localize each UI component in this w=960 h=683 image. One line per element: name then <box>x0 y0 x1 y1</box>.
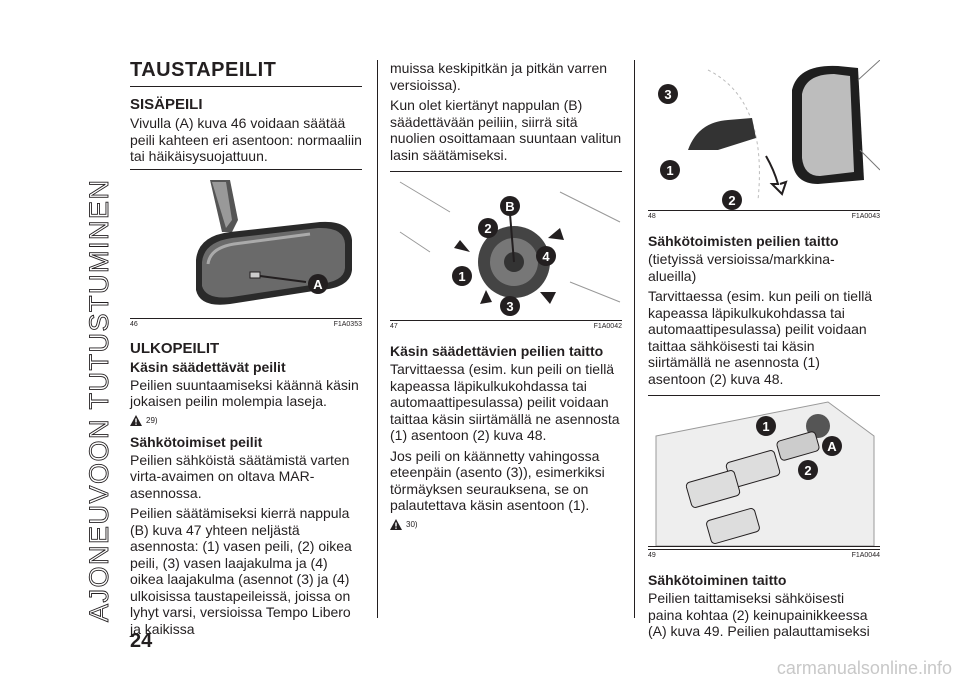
callout-3: 3 <box>664 87 672 102</box>
subsection-title: Sähkötoimisten peilien taitto <box>648 233 839 249</box>
figure-code: F1A0042 <box>593 323 622 330</box>
side-tab-label: AJONEUVOON TUTUSTUMINEN <box>84 178 114 622</box>
column-1 <box>130 60 362 641</box>
column-divider <box>634 60 635 618</box>
callout-4: 4 <box>542 249 550 264</box>
callout-2: 2 <box>484 221 492 236</box>
paragraph: Peilien säätämiseksi kierrä nappula (B) kuva 47 yhteen neljästä asennosta: (1) vasen peili, (2) oikea peili, (3) vasen laajakulma ja (4) oikea laajakulma (asennot (3) ja (4) ulkoisissa taustapeileissä, joissa on lyhyt varsi, versioissa Tempo Libero ja kaikissa <box>130 505 352 637</box>
figure-number: 47 <box>390 323 398 330</box>
figure-47 <box>390 171 622 321</box>
warning-label: 29) <box>146 416 158 425</box>
callout-1: 1 <box>666 163 674 178</box>
mirror-knob-illustration <box>390 172 622 320</box>
figure-number: 48 <box>648 213 656 220</box>
paragraph: Peilien taittamiseksi sähköisesti paina kohtaa (2) keinupainikkeessa (A) kuva 49. Peilien palauttamiseksi <box>648 590 870 639</box>
callout-a: A <box>313 276 323 292</box>
column-2 <box>390 60 622 536</box>
paragraph: muissa keskipitkän ja pitkän varren versioissa). <box>390 60 608 93</box>
figure-46 <box>130 169 362 319</box>
callout-2: 2 <box>804 463 812 478</box>
callout-2: 2 <box>728 193 736 208</box>
paragraph: Peilien sähköistä säätämistä varten virta-avaimen on oltava MAR-asennossa. <box>130 451 350 501</box>
column-divider <box>377 60 378 618</box>
paragraph: (tietyissä versioissa/markkina-alueilla) <box>648 251 835 284</box>
callout-b: B <box>505 199 515 214</box>
warning-label: 30) <box>406 520 418 529</box>
column-3 <box>648 60 880 644</box>
exterior-mirror-folding-illustration <box>648 60 880 210</box>
callout-1: 1 <box>458 269 466 284</box>
side-tab <box>78 42 118 632</box>
paragraph: Jos peili on käännetty vahingossa eteenpäin (asento (3)), esimerkiksi törmäyksen seurauksena, se on palautettava käsin asentoon (1). <box>390 447 605 513</box>
door-switch-panel-illustration <box>648 396 880 546</box>
footer-watermark[interactable]: carmanualsonline.info <box>776 658 952 678</box>
figure-number: 49 <box>648 552 656 559</box>
page-number: 24 <box>130 630 153 652</box>
figure-number: 46 <box>130 320 138 328</box>
warning-ref <box>390 518 622 532</box>
paragraph: Tarvittaessa (esim. kun peili on tiellä kapeassa läpikulkukohdassa tai automaattipesulassa) peilit voidaan taittaa sähköisesti tai käsin siirtämällä ne asennosta (1) asentoon (2) kuva 48. <box>648 288 873 387</box>
subsection-title: Käsin säädettävät peilit <box>130 358 286 375</box>
interior-mirror-illustration <box>130 170 362 318</box>
subsection-title: Sähkötoiminen taitto <box>648 572 787 588</box>
figure-code: F1A0353 <box>333 320 362 328</box>
paragraph: Peilien suuntaamiseksi käännä käsin jokaisen peilin molempia laseja. <box>130 376 359 409</box>
paragraph: Tarvittaessa (esim. kun peili on tiellä kapeassa läpikulkukohdassa tai automaattipesulassa) peilit voidaan taittaa käsin siirtämällä ne asennosta (1) asentoon (2) kuva 48. <box>390 361 620 443</box>
subsection-title: Käsin säädettävien peilien taitto <box>390 343 604 359</box>
warning-icon <box>130 415 142 426</box>
subsection-title: Sähkötoimiset peilit <box>130 433 263 450</box>
paragraph: Vivulla (A) kuva 46 voidaan säätää peili kahteen eri asentoon: normaaliin tai häikäisysuojattuun. <box>130 115 362 164</box>
callout-3: 3 <box>506 299 514 314</box>
figure-code: F1A0044 <box>851 552 880 559</box>
figure-48 <box>648 60 880 211</box>
figure-code: F1A0043 <box>851 213 880 220</box>
section-title: ULKOPEILIT <box>130 339 220 357</box>
callout-a: A <box>827 439 837 454</box>
warning-ref <box>130 414 362 428</box>
figure-49 <box>648 395 880 547</box>
callout-1: 1 <box>762 419 770 434</box>
section-title: SISÄPEILI <box>130 96 203 113</box>
page-title: TAUSTAPEILIT <box>130 59 277 81</box>
warning-icon <box>390 519 402 530</box>
paragraph: Kun olet kiertänyt nappulan (B) säädettävään peiliin, siirrä sitä nuolien osoittamaan suuntaan valitun lasin säätämiseksi. <box>390 97 622 163</box>
